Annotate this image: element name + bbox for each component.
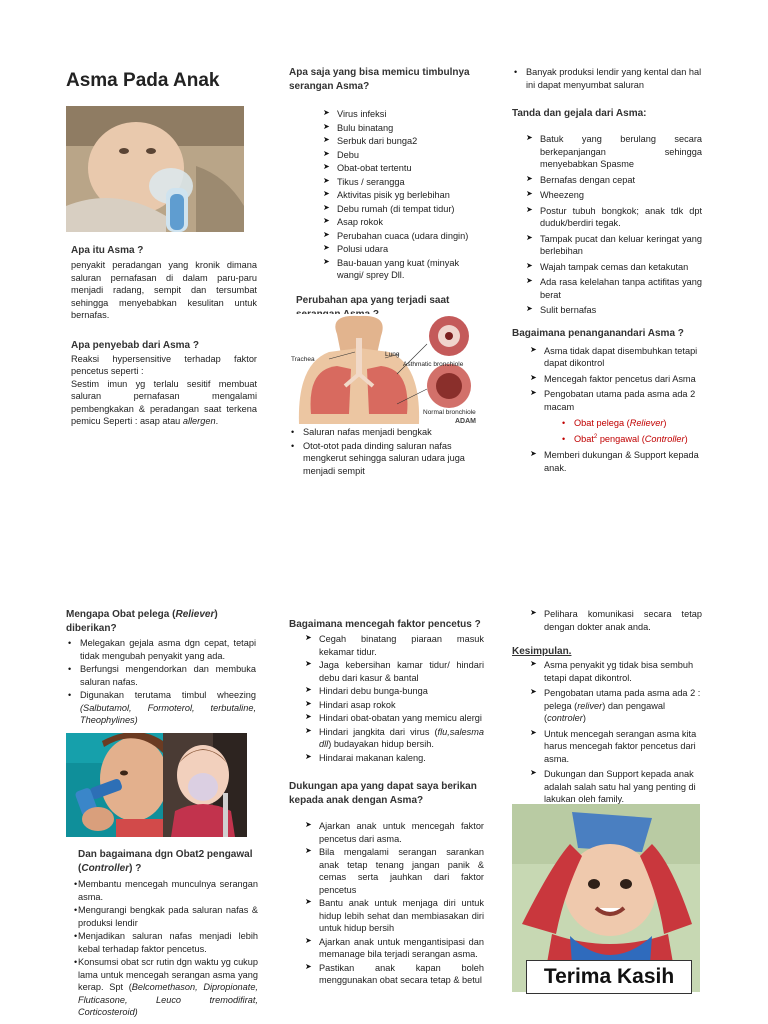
list-item: ➤ Cegah binatang piaraan masuk kekamar tidur. (305, 633, 484, 658)
list-item: ➤ Pelihara komunikasi secara tetap dengan dokter anak anda. (530, 608, 702, 633)
list-item: ➤ Asma tidak dapat disembuhkan tetapi dapat dikontrol (530, 345, 702, 370)
conclusion-heading: Kesimpulan. (512, 646, 572, 658)
conclusion-list (530, 659, 702, 806)
list-item: ➤ Bau-bauan yang kuat (minyak wangi/ sprey Dll. (323, 257, 467, 282)
support-heading: Dukungan apa yang dapat saya berikan kepada anak dengan Asma? (289, 781, 477, 807)
trachea-label: Trachea (291, 356, 315, 363)
list-item: ➤ Bernafas dengan cepat (526, 174, 702, 187)
support-list (305, 820, 484, 987)
list-item: • Obat$^2$ pengawal (Controller) (560, 433, 702, 446)
list-item: ➤ Postur tubuh bongkok; anak tdk dpt duduk/berdiri tegak. (526, 205, 702, 230)
list-item: ➤ Ajarkan anak untuk mencegah faktor pencetus dari asma. (305, 820, 484, 845)
list-item: ➤ Hindari jangkita dari virus (flu,salesma dll) budayakan hidup bersih. (305, 726, 484, 751)
list-item: ➤ Memberi dukungan & Support kepada anak. (530, 449, 702, 474)
list-item: ➤ Sulit bernafas (526, 304, 702, 317)
list-item: ➤ Batuk yang berulang secara berkepanjangan sehingga menyebabkan Spasme (526, 133, 702, 171)
list-item: • Mengurangi bengkak pada saluran nafas & produksi lendir (72, 904, 258, 929)
list-item: ➤ Perubahan cuaca (udara dingin) (323, 230, 489, 243)
list-item: ➤ Mencegah faktor pencetus dari Asma (530, 373, 702, 386)
list-item: ➤ Jaga kebersihan kamar tidur/ hindari debu dari kasur & bantal (305, 659, 484, 684)
list-item: ➤ Bulu binatang (323, 122, 489, 135)
list-item: ➤ Asma penyakit yg tidak bisa sembuh tetapi dapat dikontrol. (530, 659, 702, 684)
list-item: • Obat pelega (Reliever) (560, 417, 702, 430)
list-item: ➤ Hindari debu bunga-bunga (305, 685, 484, 698)
asthmatic-bronchiole-label: Asthmatic bronchiole (403, 361, 464, 368)
list-item: ➤ Untuk mencegah serangan asma kita harus mencegah faktor pencetus dari asma. (530, 728, 702, 766)
triggers-list (323, 108, 489, 282)
list-item: ➤ Pengobatan utama pada asma ada 2 : pelega (reliver) dan pengawal (controler) (530, 687, 702, 725)
page-title: Asma Pada Anak (66, 70, 220, 91)
list-item: ➤ Tampak pucat dan keluar keringat yang berlebihan (526, 233, 702, 258)
medication-types-list (560, 417, 702, 445)
list-item: ➤ Asap rokok (323, 216, 489, 229)
list-item: • Banyak produksi lendir yang kental dan hal ini dapat menyumbat saluran (512, 66, 702, 91)
list-item: • Konsumsi obat scr rutin dgn waktu yg cukup lama untuk mencegah serangan asma yang kerap. Spt (Belcomethason, Dipropionate, Fluticasone, Leuco tremodifirat, Corticosteroid) (72, 956, 258, 1019)
list-item: ➤ Hindari obat-obatan yang memicu alergi (305, 712, 484, 725)
list-item: ➤ Hindari asap rokok (305, 699, 484, 712)
child-mask-photo (163, 733, 247, 837)
controller-heading: Dan bagaimana dgn Obat2 pengawal (Controller) ? (78, 849, 253, 874)
list-item: ➤ Pastikan anak kapan boleh menggunakan obat secara tetap & betul (305, 962, 484, 987)
lung-label: Lung (385, 351, 400, 358)
list-item: ➤ Pengobatan utama pada asma ada 2 macam (530, 388, 702, 413)
list-item: ➤ Wheezeng (526, 189, 702, 202)
lung-diagram (289, 314, 484, 424)
cause-heading: Apa penyebab dari Asma ? (71, 339, 199, 351)
list-item: ➤ Polusi udara (323, 243, 489, 256)
list-item: ➤ Tikus / serangga (323, 176, 489, 189)
list-item: ➤ Dukungan dan Support kepada anak adalah salah satu hal yang penting di lakukan oleh family. (530, 768, 702, 806)
prevention-list (305, 633, 484, 764)
list-item: ➤ Bantu anak untuk menjaga diri untuk hidup lebih sehat dan membiasakan diri untuk hidup bersih (305, 897, 484, 935)
list-item: ➤ Serbuk dari bunga2 (323, 135, 489, 148)
what-is-asthma-text: penyakit peradangan yang kronik dimana saluran pernafasan di dalam paru-paru menjadi radang, sempit dan tersumbat sehingga menyebabkan kesulitan untuk bernafas. (71, 260, 257, 321)
cause-text-1: Reaksi hypersensitive terhadap faktor pencetus seperti : (71, 353, 257, 377)
list-item: ➤ Obat-obat tertentu (323, 162, 489, 175)
symptoms-heading: Tanda dan gejala dari Asma: (512, 108, 647, 120)
list-item: • Menjadikan saluran nafas menjadi lebih kebal terhadap faktor pencetus. (72, 930, 258, 955)
list-item: • Digunakan terutama timbul wheezing (Salbutamol, Formoterol, terbutaline, Theophylines) (66, 689, 256, 727)
handling-continued-list (530, 608, 702, 633)
list-item: ➤ Hindarai makanan kaleng. (305, 752, 484, 765)
prevention-heading: Bagaimana mencegah faktor pencetus ? (289, 619, 481, 630)
changes-heading: Perubahan apa yang terjadi saat (296, 294, 450, 306)
list-item: • Otot-otot pada dinding saluran nafas mengkerut sehingga saluran udara juga menjadi sempit (289, 440, 479, 478)
what-is-asthma-heading: Apa itu Asma ? (71, 245, 144, 256)
controller-list (72, 878, 258, 1019)
handling-list (530, 345, 702, 414)
list-item: ➤ Ada rasa kelelahan tanpa actifitas yang berat (526, 276, 702, 301)
adam-logo: ADAM (455, 418, 476, 424)
list-item: • Membantu mencegah munculnya serangan asma. (72, 878, 258, 903)
reliever-list (66, 637, 256, 727)
symptoms-list (526, 133, 702, 317)
symptom-continued-list (512, 66, 702, 91)
reliever-heading: Mengapa Obat pelega (Reliever) diberikan? (66, 609, 218, 634)
triggers-heading: Apa saja yang bisa memicu timbulnya serangan Asma? (289, 67, 470, 92)
list-item: ➤ Debu rumah (di tempat tidur) (323, 203, 489, 216)
list-item: • Berfungsi mengendorkan dan membuka saluran nafas. (66, 663, 256, 688)
changes-list (289, 426, 479, 478)
list-item: ➤ Bila mengalami serangan sarankan anak tetap tenang jangan panik & cemas serta jauhkan dari faktor pencetus (305, 846, 484, 896)
handling-heading: Bagaimana penanganandari Asma ? (512, 327, 684, 339)
list-item: ➤ Debu (323, 149, 489, 162)
normal-bronchiole-label: Normal bronchiole (423, 409, 476, 416)
list-item: ➤ Ajarkan anak untuk mengantisipasi dan memanage bila terjadi serangan asma. (305, 936, 484, 961)
list-item: • Melegakan gejala asma dgn cepat, tetapi tidak mengubah penyakit yang ada. (66, 637, 256, 662)
handling-list-end (530, 449, 702, 474)
list-item: ➤ Wajah tampak cemas dan ketakutan (526, 261, 702, 274)
thank-you-banner: Terima Kasih (526, 960, 692, 994)
list-item: ➤ Aktivitas pisik yg berlebihan (323, 189, 489, 202)
cause-text-2: Sestim imun yg terlalu sesitif membuat saluran pernafasan mengalami pembengkakan & peradangan saat terkena pemicu Seperti : asap atau allergen. (71, 378, 257, 427)
list-item: ➤ Virus infeksi (323, 108, 489, 121)
list-item: • Saluran nafas menjadi bengkak (289, 426, 479, 439)
baby-nebulizer-photo (66, 106, 244, 232)
child-inhaler-photo (66, 733, 163, 837)
